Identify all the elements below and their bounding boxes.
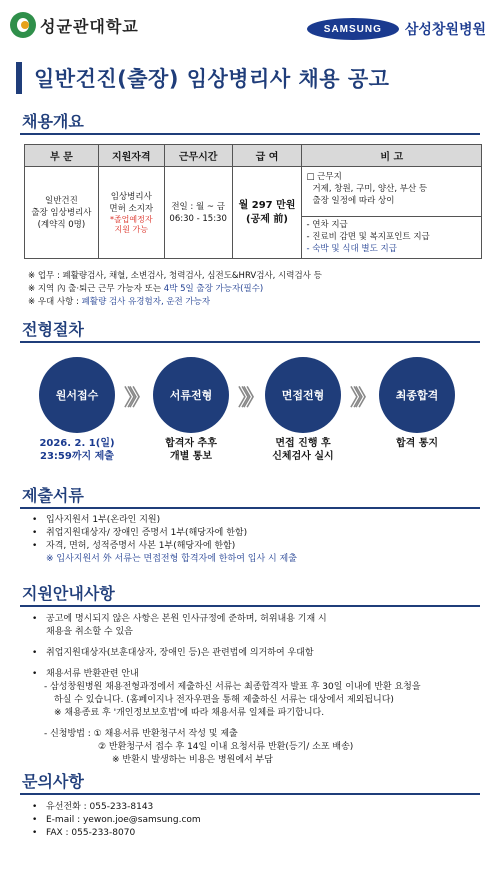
double-chevron-icon: 》》 <box>238 386 260 411</box>
skku-logo-text: 성균관대학교 <box>40 16 139 36</box>
remarks-line: □ 근무지 <box>306 171 342 182</box>
list-item: • 자격, 면허, 성적증명서 사본 1부(해당자에 한함) <box>32 540 297 553</box>
list-item-sub: 하실 수 있습니다. (홈페이지나 전자우편을 통해 제출하신 서류는 대상에서 제외됩니다) <box>54 695 394 705</box>
note-line: ※ 업무 : 폐활량검사, 채혈, 소변검사, 청력검사, 심전도&HRV검사, 시력검사 등 <box>28 271 322 281</box>
salary-line: (공제 前) <box>246 213 288 225</box>
step-circle: 면접전형 <box>265 357 341 433</box>
title-accent-bar <box>16 62 22 94</box>
contact-fax: • FAX : 055-233-8070 <box>32 827 201 840</box>
remarks-line: 거제, 창원, 구미, 양산, 부산 등 <box>312 183 428 194</box>
note-line <box>28 296 322 309</box>
list-item: • 채용서류 반환관련 안내 <box>32 668 421 681</box>
table-header: 부 문 <box>25 145 99 167</box>
remarks-line: - 연차 지급 <box>306 219 348 230</box>
hours-cell <box>164 167 232 259</box>
hospital-name: 삼성창원병원 <box>404 22 486 38</box>
samsung-hospital-logo <box>307 18 486 40</box>
table-header: 비 고 <box>302 145 482 167</box>
qualification-cell <box>98 167 164 259</box>
list-item: • 취업지원대상자/ 장애인 증명서 1부(해당자에 한함) <box>32 527 297 540</box>
contact-email[interactable]: • E-mail : yewon.joe@samsung.com <box>32 814 201 827</box>
step-circle: 최종합격 <box>379 357 455 433</box>
contact-phone: • 유선전화 : 055-233-8143 <box>32 801 201 814</box>
remarks-line: - 진료비 감면 및 복지포인트 지급 <box>306 231 430 242</box>
skku-logo <box>10 12 139 38</box>
step-note <box>27 437 127 463</box>
step-note <box>253 437 353 463</box>
salary-line: 월 297 만원 <box>238 199 296 211</box>
remarks-line: 출장 일정에 따라 상이 <box>312 195 395 206</box>
note-highlight: 폐활량 검사 유경험자, 운전 가능자 <box>81 297 211 307</box>
remarks-benefits <box>302 217 481 257</box>
table-header: 근무시간 <box>164 145 232 167</box>
remarks-line: - 숙박 및 식대 별도 지급 <box>306 243 397 254</box>
section-divider <box>20 793 480 795</box>
section-guide-heading: 지원안내사항 <box>22 584 115 603</box>
dept-line: 출장 임상병리사 <box>31 207 92 218</box>
list-item: • 입사지원서 1부(온라인 지원) <box>32 514 297 527</box>
step-note-line: 신체검사 실시 <box>272 451 334 462</box>
step-note-line: 합격자 추후 <box>165 438 217 449</box>
list-item-sub: - 신청방법 : ① 채용서류 반환청구서 작성 및 제출 <box>44 729 238 739</box>
table-header: 지원자격 <box>98 145 164 167</box>
step-circle: 서류전형 <box>153 357 229 433</box>
documents-list <box>32 514 297 566</box>
table-header: 급 여 <box>232 145 302 167</box>
table-header-row <box>25 145 482 167</box>
step-note-line: 2026. 2. 1(일) <box>39 438 115 449</box>
qual-line: 면허 소지자 <box>109 203 154 214</box>
double-chevron-icon: 》》 <box>124 386 146 411</box>
samsung-logo: SAMSUNG <box>307 18 399 40</box>
note-line <box>28 283 322 296</box>
section-divider <box>20 341 480 343</box>
remarks-cell <box>302 167 482 259</box>
step-note <box>367 437 467 450</box>
section-documents-heading: 제출서류 <box>22 486 84 505</box>
notes-block <box>28 270 322 309</box>
page-title: 일반건진(출장) 임상병리사 채용 공고 <box>34 67 390 91</box>
skku-emblem-icon <box>10 12 36 38</box>
section-divider <box>20 605 480 607</box>
section-process-heading: 전형절차 <box>22 320 84 339</box>
step-note-line: 개별 통보 <box>169 451 213 462</box>
table-row <box>25 167 482 259</box>
hours-line: 전일 : 월 ~ 금 <box>171 201 225 212</box>
step-note-line: 23:59까지 제출 <box>40 451 114 462</box>
double-chevron-icon: 》》 <box>350 386 372 411</box>
step-note <box>141 437 241 463</box>
step-circle: 원서접수 <box>39 357 115 433</box>
hours-line: 06:30 - 15:30 <box>169 213 227 224</box>
dept-line: (계약직 0명) <box>37 219 86 230</box>
process-steps <box>0 357 496 427</box>
list-item-sub: ※ 채용종료 후 '개인정보보호법'에 따라 채용서류 일체를 파기합니다. <box>54 708 325 718</box>
note-highlight: 4박 5일 출장 가능자(필수) <box>163 284 264 294</box>
dept-cell <box>25 167 99 259</box>
remarks-location <box>302 169 481 217</box>
section-overview-heading: 채용개요 <box>22 112 84 131</box>
page-title-block <box>16 60 389 96</box>
list-item: • 공고에 명시되지 않은 사항은 본원 인사규정에 준하며, 허위내용 기재 시 <box>32 613 421 626</box>
step-note-line: 합격 통지 <box>395 438 439 449</box>
list-item-cont: 채용을 취소할 수 있음 <box>46 627 133 637</box>
section-divider <box>20 133 480 135</box>
recruit-table <box>24 144 482 259</box>
list-item-sub: ② 반환청구서 접수 후 14일 이내 요청서류 반환(등기/ 소포 배송) <box>98 742 354 752</box>
note-text: ※ 우대 사항 : <box>28 297 82 307</box>
qual-line: 임상병리사 <box>110 191 152 202</box>
note-text: ※ 지역 內 출·퇴근 근무 가능자 또는 <box>28 284 164 294</box>
step-note-line: 면접 진행 후 <box>275 438 331 449</box>
section-divider <box>20 507 480 509</box>
dept-line: 일반건진 <box>44 195 78 206</box>
guide-list <box>32 613 421 767</box>
list-item-note: ※ 입사지원서 外 서류는 면접전형 합격자에 한하여 입사 시 제출 <box>46 554 297 564</box>
qual-note: *졸업예정자 지원 가능 <box>109 214 153 234</box>
contact-list <box>32 801 201 840</box>
list-item-sub: - 삼성창원병원 채용전형과정에서 제출하신 서류는 최종합격자 발표 후 30일 이내에 반환 요청을 <box>44 682 421 692</box>
header <box>0 0 496 50</box>
section-contact-heading: 문의사항 <box>22 772 84 791</box>
salary-cell <box>232 167 302 259</box>
list-item: • 취업지원대상자(보훈대상자, 장애인 등)은 관련법에 의거하여 우대함 <box>32 647 421 660</box>
list-item-sub: ※ 반환시 발생하는 비용은 병원에서 부담 <box>112 755 273 765</box>
